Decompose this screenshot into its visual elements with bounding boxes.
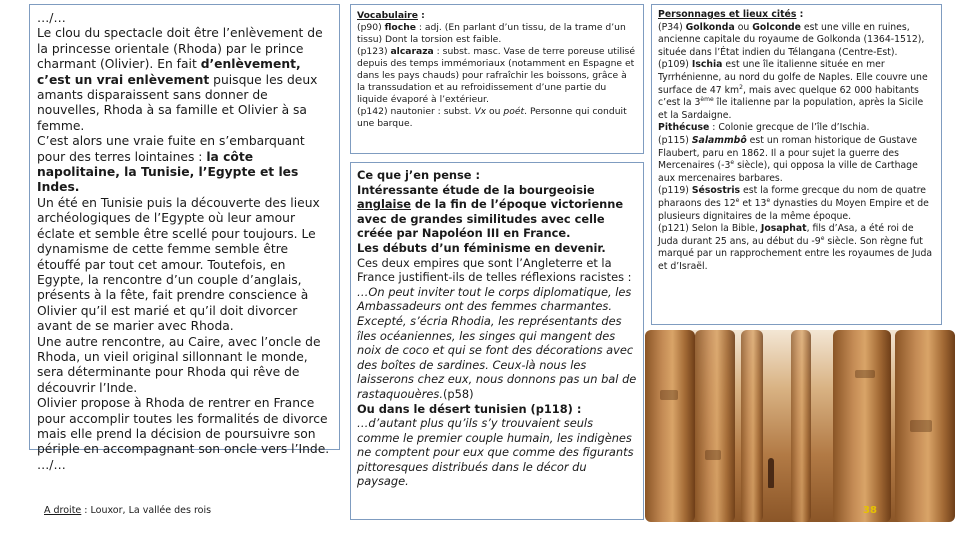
bold-run: Intéressante étude de la bourgeoisie [357,182,595,197]
photo-column [695,330,735,522]
text-run: île italienne par la population, après la Sicile et la Sardaigne. [658,97,924,121]
vocabulary-heading [357,10,637,22]
opinion-box [350,162,644,520]
story-summary-box [29,4,340,472]
opinion-bold-4 [357,402,637,417]
hieroglyph-mark [855,370,875,378]
text-run: (p121) Selon la Bible, [658,223,761,235]
vocab-entry-alcaraza [357,46,637,106]
photo-column [645,330,695,522]
text-run: . Personne qui conduit une barque. [357,106,627,129]
text-run: , mais avec quelque 62 000 habitants c’est la 3 [658,84,919,109]
text-run: ou [486,106,504,117]
text-run: : Colonie grecque de l’île d’Ischia. [709,122,870,134]
text-run: dynasties du Moyen Empire et de plusieurs dignitaires de la même époque. [658,197,929,222]
text-run: et 13 [739,197,767,209]
opinion-paragraph-3: Ces deux empires que sont l’Angleterre et la France justifient-ils de telles réflexions racistes : [357,255,632,285]
text-run: C’est alors une vraie fuite en s’embarquant pour des terres lointaines : [37,134,305,164]
persons-heading [658,9,935,22]
page-ref: (p119) [658,185,692,197]
vocab-definition: : adj. (En parlant d’un tissu, de la trame d’un tissu) Dont la torsion est faible. [357,22,626,45]
superscript: e [735,196,740,204]
text-run: , fils d’Asa, a été roi de Juda durant 25 ans, au début du -9 [658,223,914,247]
photo-column [833,330,891,522]
hieroglyph-mark [705,450,721,460]
vocabulary-title: Vocabulaire [357,10,418,21]
vocab-word: alcaraza [390,46,434,57]
entry-ischia [658,59,935,122]
italic-run: Vx [474,106,487,117]
summary-paragraph-1 [37,26,333,134]
bold-run: Josaphat [760,223,807,235]
opinion-bold-2 [357,241,637,256]
vocabulary-box [350,4,644,154]
bold-run: Sésostris [691,185,741,197]
caption-label: A droite [44,505,82,516]
text-run: est une ville en ruines, ancienne capitale du royaume de Golkonda (1364-1512), située dans l’État indien du Télangana (Centre-Est). [658,21,925,58]
entry-pithecuse [658,122,935,135]
vocab-entry-floche [357,22,637,46]
entry-josaphat [658,223,935,273]
bold-run: Pithécuse [658,122,710,134]
bold-italic-run: Salammbô [691,134,747,146]
superscript: 2 [739,83,743,91]
italic-quote: …d’autant plus qu’ils s’y trouvaient seuls comme le premier couple humain, les indigènes ne comptent pour eux que comme des figurants pittoresques distribués dans le décor du paysage. [357,416,634,489]
vocab-entry-nautonier [357,106,637,130]
underlined-run: anglaise [357,197,411,212]
opening-ellipsis: …/… [37,11,66,25]
superscript: e [820,234,825,242]
page-ref: (p109) [658,59,692,71]
summary-paragraph-2 [37,134,333,196]
caption-text: : Louxor, La vallée des rois [81,505,212,516]
text-run: ou [734,21,753,33]
entry-golkonda [658,22,935,60]
opinion-title-text: Ce que j’en pense : [357,168,481,182]
bold-run: Ischia [691,59,723,71]
quote-2 [357,416,637,489]
hieroglyph-mark [660,390,678,400]
luxor-photo [655,330,943,522]
bold-run: Golkonda [685,21,735,33]
opinion-title [357,168,637,183]
text-run: est un roman historique de Gustave Flaubert, paru en 1862. Il a pour sujet la guerre des Mercenaires (-3 [658,134,918,172]
text-run: siècle. Son règne fut marqué par un rapprochement entre les royaumes de Juda et d’Israël. [658,235,933,272]
italic-quote: …On peut inviter tout le corps diplomatique, les Ambassadeurs ont des femmes charmantes. Excepté, s’écria Rhodia, les représentants des îles océaniennes, les singes qui mangent des noix de coco et qui se font des décorations avec des boîtes de sardines. Ceux-là nous les laisserons chez eux, nous donnons pas un bal de rastaquouères. [357,284,637,401]
page-ref: (P34) [658,21,686,33]
text-run: Le clou du spectacle doit être l’enlèvement de la princesse orientale (Rhoda) par le prince charmant (Olivier). En fait [37,26,323,72]
page-ref: (p142) nautonier : subst. [357,106,475,117]
vocab-word: floche [384,22,416,33]
title-suffix: : [417,10,425,21]
page-number: 38 [863,505,877,516]
text-run: est la forme grecque du nom de quatre pharaons des 12 [658,185,926,209]
hieroglyph-mark [910,420,932,432]
entry-sesostris [658,185,935,223]
text-run: puisque les deux amants disparaissent sans donner de nouvelles, Rhoda à sa famille et Olivier à sa femme. [37,72,318,133]
bold-run: d’enlèvement, c’est un vrai enlèvement [37,57,301,87]
page-ref: (p115) [658,134,692,146]
italic-run: poét [503,106,525,117]
bold-run: Ou dans le désert tunisien (p118) : [357,401,582,416]
title-suffix: : [796,9,804,20]
vocab-definition: : subst. masc. Vase de terre poreuse utilisé depuis des temps immémoriaux (notamment en Espagne et dans les pays chauds) pour rafraîchir les boissons, grâce à la transsudation et au refroidissement d’une partie du liquide évaporé à l’extérieur. [357,46,635,105]
text-run: est une île italienne située en mer Tyrrhénienne, au nord du golfe de Naples. Elle couvre une surface de 47 km [658,59,928,96]
persons-places-box [651,4,942,325]
text-run: siècle), qui opposa la ville de Carthage aux mercenaires barbares. [658,160,918,184]
superscript: ème [700,96,714,104]
photo-person-figure [768,458,774,488]
summary-paragraph-5: Olivier propose à Rhoda de rentrer en France pour accomplir toutes les formalités de divorce mais elle prend la décision de poursuivre son périple en accompagnant son oncle vers l’Inde. …/… [37,396,330,472]
summary-paragraph-4: Une autre rencontre, au Caire, avec l’oncle de Rhoda, un vieil original sillonnant le monde, sera déterminante pour Rhoda qui rêve de découvrir l’Inde. [37,334,321,395]
quote-1 [357,285,637,402]
entry-salammbo [658,135,935,185]
superscript: e [766,196,771,204]
summary-paragraph-3: Un été en Tunisie puis la découverte des lieux archéologiques de l’Egypte où leur amour éclate et semble être scellé pour toujours. Le dynamisme de cette femme semble être étouffé par tout cet amour. Toutefois, en Egypte, la rencontre d’un couple d’anglais, présents à la fête, fait prendre conscience à Olivier qu’il est marié et qu’il doit divorcer avant de se marier avec Rhoda. [37,195,320,334]
page-ref: (p58) [442,386,474,401]
bold-run: Golconde [752,21,801,33]
photo-column [791,330,811,522]
page-ref: (p123) [357,46,391,57]
bold-run: Les débuts d’un féminisme en devenir. [357,240,606,255]
photo-caption [44,505,211,516]
bold-run: la côte napolitaine, la Tunisie, l’Egypte et les Indes. [37,149,299,195]
superscript: e [730,159,735,167]
opinion-bold-1 [357,183,637,241]
persons-title: Personnages et lieux cités [658,9,797,20]
bold-run: de la fin de l’époque victorienne avec de grandes similitudes avec celle créée par Napoléon III en France. [357,197,624,241]
photo-column [741,330,763,522]
page-ref: (p90) [357,22,385,33]
